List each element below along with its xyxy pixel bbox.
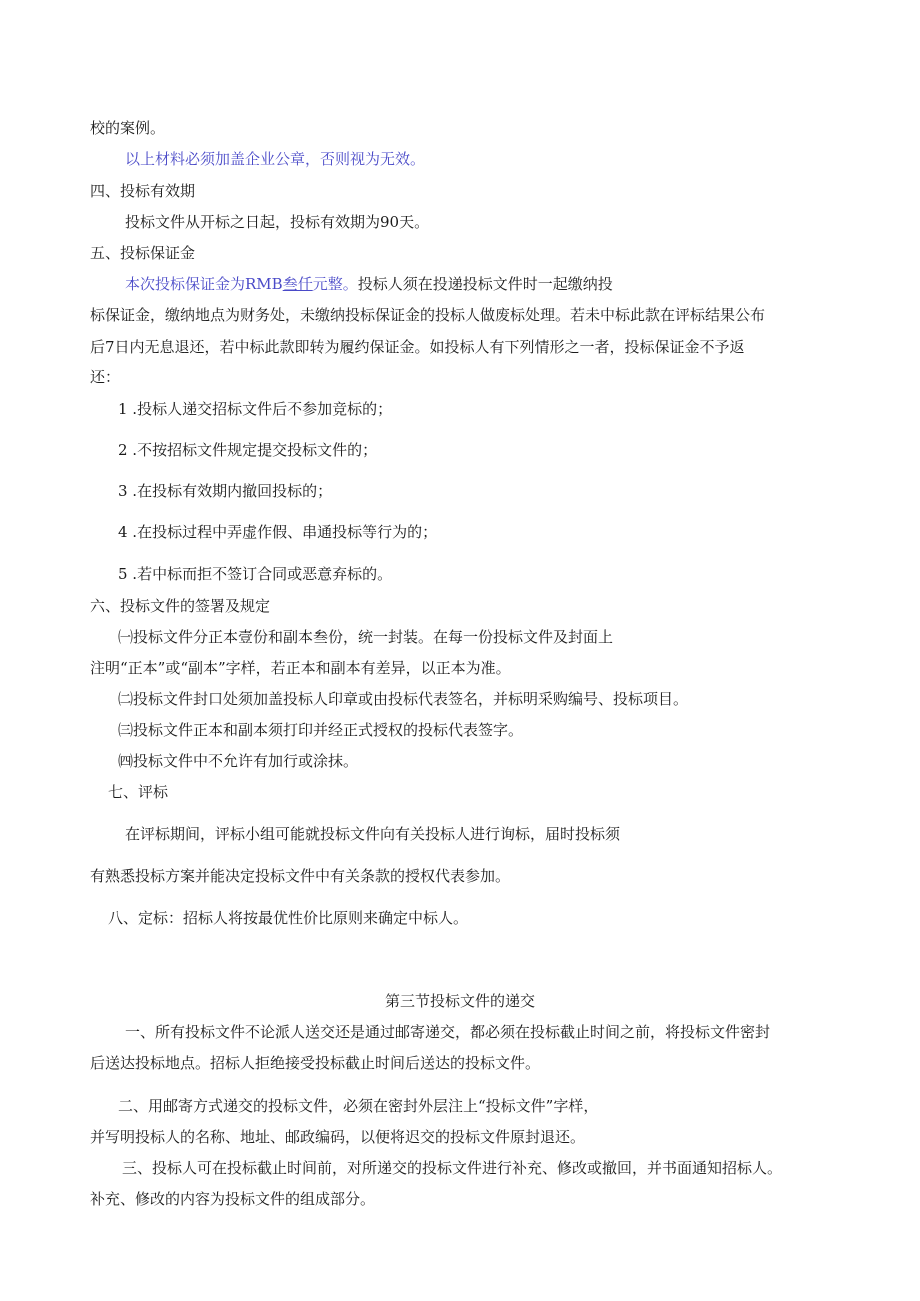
sec3-para-2-cont: 并写明投标人的名称、地址、邮政编码，以便将迟交的投标文件原封退还。 (90, 1128, 586, 1146)
sec3-para-1: 一、所有投标文件不论派人送交还是通过邮寄递交，都必须在投标截止时间之前，将投标文件密封 (125, 1023, 771, 1041)
section-6-item-1: ㈠投标文件分正本壹份和副本叁份，统一封装。在每一份投标文件及封面上 (118, 628, 614, 646)
deposit-amount-suffix: 元整。 (312, 275, 358, 293)
deposit-amount: 叁仟 (282, 275, 313, 293)
list-item: 1 .投标人递交招标文件后不参加竞标的； (118, 400, 393, 418)
sec3-para-3: 三、投标人可在投标截止时间前，对所递交的投标文件进行补充、修改或撤回，并书面通知招标人。 (122, 1159, 783, 1177)
section-5-heading: 五、投标保证金 (90, 244, 196, 262)
list-item: 4 .在投标过程中弄虚作假、串通投标等行为的； (118, 523, 438, 541)
sec3-para-2: 二、用邮寄方式递交的投标文件，必须在密封外层注上“投标文件”字样， (118, 1097, 599, 1115)
sec3-para-3-cont: 补充、修改的内容为投标文件的组成部分。 (90, 1190, 376, 1208)
section-4-heading: 四、投标有效期 (90, 182, 196, 200)
section-6-item-1-cont: 注明“正本”或“副本”字样，若正本和副本有差异，以正本为准。 (90, 659, 511, 677)
section-5-intro (125, 274, 613, 294)
list-item: 5 .若中标而拒不签订合同或恶意弃标的。 (118, 565, 393, 583)
section-6-item-4: ㈣投标文件中不允许有加行或涂抹。 (118, 752, 359, 770)
section-6-item-2: ㈡投标文件封口处须加盖投标人印章或由投标代表签名，并标明采购编号、投标项目。 (118, 690, 689, 708)
section-5-line-3: 后7日内无息退还，若中标此款即转为履约保证金。如投标人有下列情形之一者，投标保证金不予返 (90, 338, 745, 356)
deposit-amount-prefix: 本次投标保证金为RMB (125, 275, 283, 293)
paragraph-continuation: 校的案例。 (90, 119, 166, 137)
section-7-heading: 七、评标 (108, 783, 169, 801)
section-6-heading: 六、投标文件的签署及规定 (90, 597, 271, 615)
section-7-line-2: 有熟悉投标方案并能决定投标文件中有关条款的授权代表参加。 (90, 867, 511, 885)
section-6-item-3: ㈢投标文件正本和副本须打印并经正式授权的投标代表签字。 (118, 721, 524, 739)
list-item: 2 .不按招标文件规定提交投标文件的； (118, 441, 378, 459)
section-3-title: 第三节投标文件的递交 (384, 992, 535, 1010)
sec3-para-1-cont: 后送达投标地点。招标人拒绝接受投标截止时间后送达的投标文件。 (90, 1054, 541, 1072)
seal-requirement-note: 以上材料必须加盖企业公章，否则视为无效。 (125, 150, 426, 168)
section-7-line-1: 在评标期间，评标小组可能就投标文件向有关投标人进行询标，届时投标须 (125, 825, 621, 843)
section-4-body: 投标文件从开标之日起，投标有效期为90天。 (125, 213, 430, 231)
section-5-line-2: 标保证金，缴纳地点为财务处，未缴纳投标保证金的投标人做废标处理。若未中标此款在评标结果公布 (90, 306, 766, 324)
deposit-instruction: 投标人须在投递投标文件时一起缴纳投 (357, 275, 613, 293)
section-8: 八、定标：招标人将按最优性价比原则来确定中标人。 (108, 909, 469, 927)
list-item: 3 .在投标有效期内撤回投标的； (118, 482, 333, 500)
section-5-line-4: 还： (90, 368, 121, 386)
